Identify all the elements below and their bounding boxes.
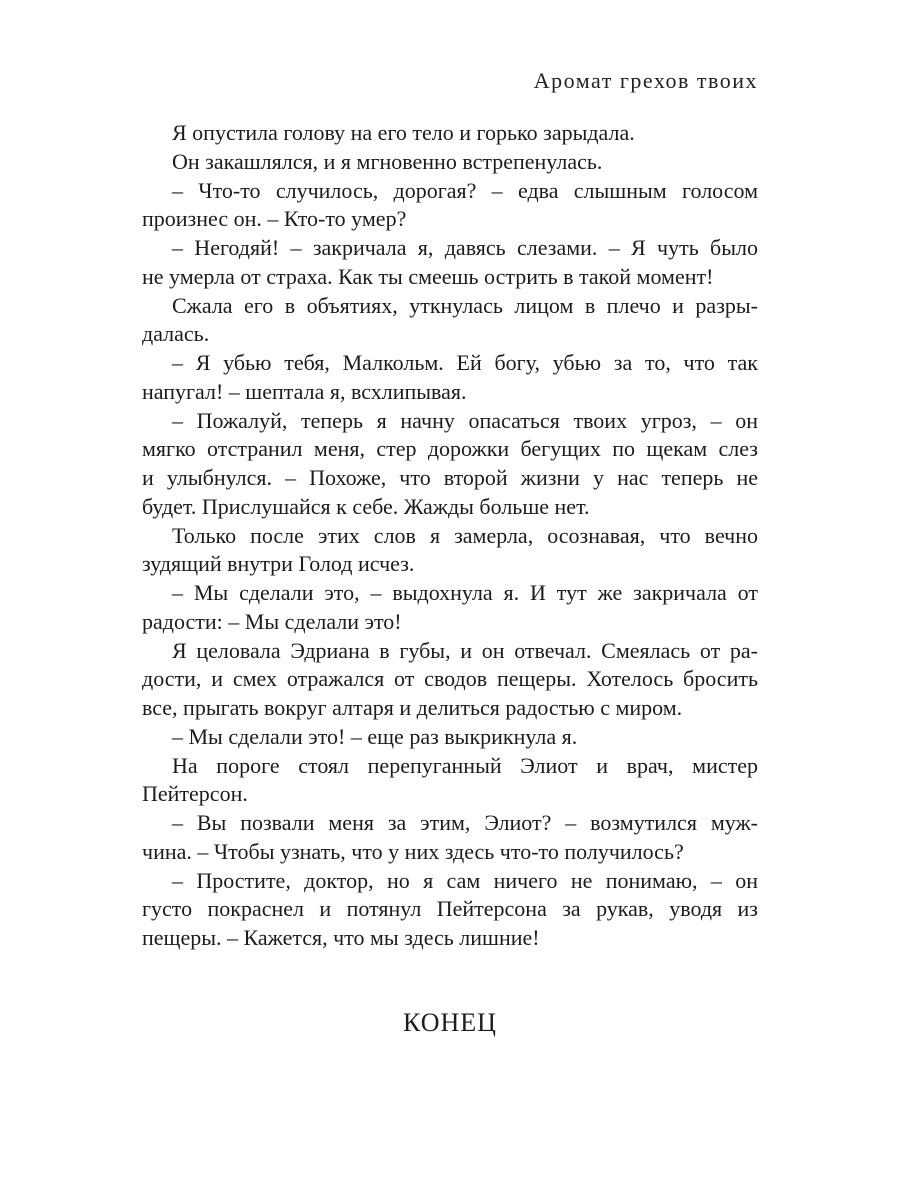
text-line: и улыбнулся. – Похоже, что второй жизни у нас теперь не — [142, 465, 758, 490]
text-line: напугал! – шептала я, всхлипывая. — [142, 378, 467, 404]
text-line: произнес он. – Кто-то умер? — [142, 206, 407, 232]
text-line: – Вы позвали меня за этим, Элиот? – возмутился муж- — [172, 810, 758, 835]
text-line: Он закашлялся, и я мгновенно встрепенулась. — [172, 148, 603, 174]
text-line: не умерла от страха. Как ты смеешь острить в такой момент! — [142, 263, 714, 289]
text-line: – Мы сделали это! – еще раз выкрикнула я. — [172, 723, 578, 749]
text-line: зудящий внутри Голод исчез. — [142, 551, 415, 577]
text-line: все, прыгать вокруг алтаря и делиться радостью с миром. — [142, 695, 683, 720]
text-line: – Что-то случилось, дорогая? – едва слышным голосом — [172, 177, 758, 203]
text-line: – Мы сделали это, – выдохнула я. И тут же закричала от — [172, 580, 758, 605]
text-line: Только после этих слов я замерла, осознавая, что вечно — [172, 522, 758, 548]
text-line: будет. Прислушайся к себе. Жажды больше нет. — [142, 493, 590, 519]
text-line: Сжала его в объятиях, уткнулась лицом в плечо и разры- — [172, 292, 758, 318]
body-text — [142, 119, 758, 953]
text-line: – Пожалуй, теперь я начну опасаться твоих угроз, – он — [172, 407, 758, 433]
end-title: КОНЕЦ — [403, 1008, 497, 1037]
text-line: далась. — [142, 321, 210, 347]
running-header: Аромат грехов твоих — [533, 68, 758, 93]
text-line: чина. – Чтобы узнать, что у них здесь что-то получилось? — [142, 838, 684, 864]
text-line: Я опустила голову на его тело и горько зарыдала. — [172, 120, 635, 145]
text-line: Я целовала Эдриана в губы, и он отвечал. Смеялась от ра- — [172, 637, 758, 663]
text-line: радости: – Мы сделали это! — [142, 608, 402, 634]
text-line: мягко отстранил меня, стер дорожки бегущих по щекам слез — [142, 436, 758, 462]
text-line: дости, и смех отражался от сводов пещеры. Хотелось бросить — [142, 666, 758, 692]
text-line: густо покраснел и потянул Пейтерсона за рукав, уводя из — [142, 896, 758, 922]
text-line: пещеры. – Кажется, что мы здесь лишние! — [142, 925, 540, 950]
text-line: На пороге стоял перепуганный Элиот и врач, мистер — [172, 752, 758, 778]
text-line: – Негодяй! – закричала я, давясь слезами. – Я чуть было — [172, 235, 758, 260]
text-line: Пейтерсон. — [142, 781, 248, 807]
text-line: – Простите, доктор, но я сам ничего не понимаю, – он — [172, 867, 758, 893]
text-line: – Я убью тебя, Малкольм. Ей богу, убью за то, что так — [172, 350, 758, 375]
